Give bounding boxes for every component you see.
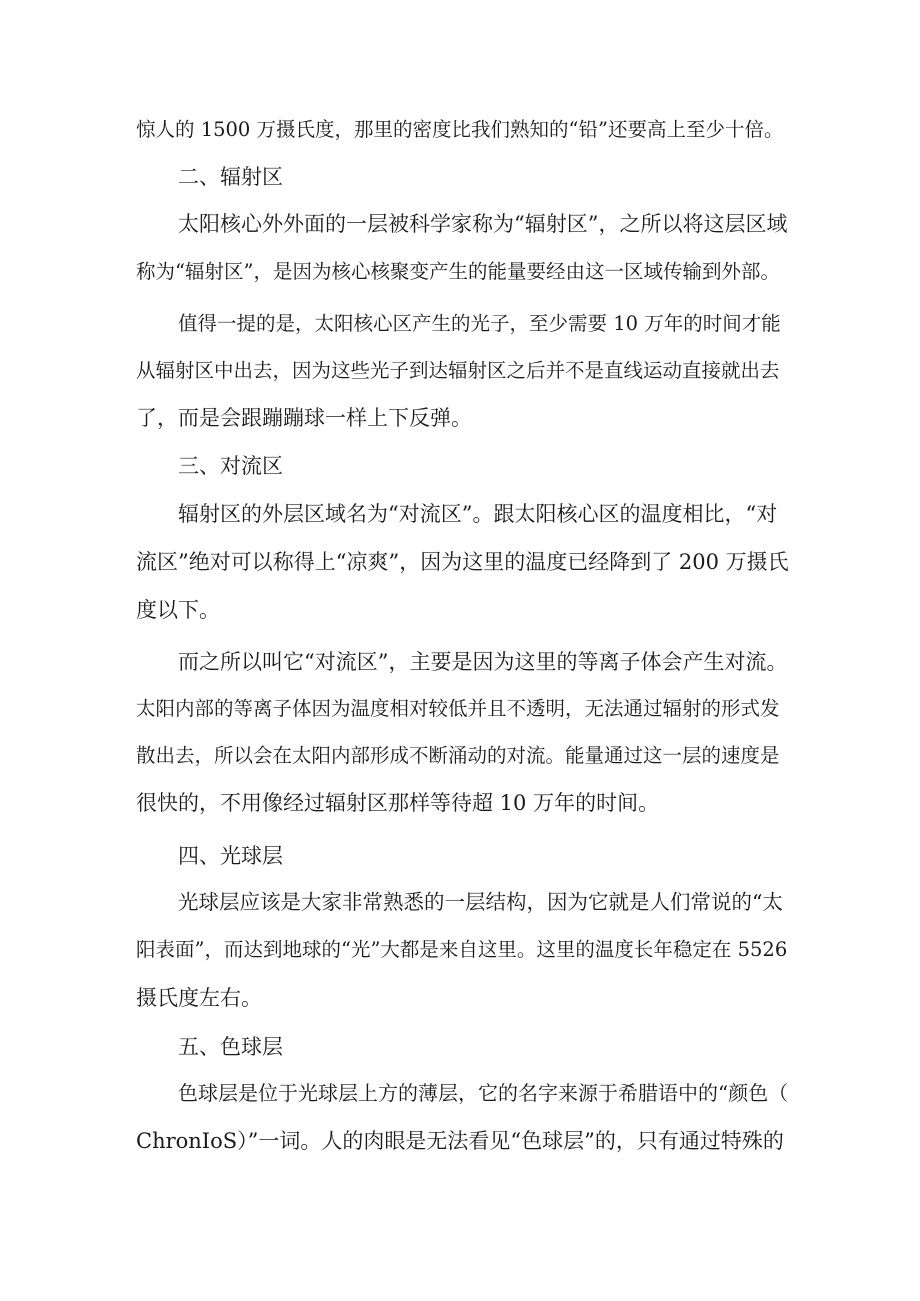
text-line: ChronIoS）”一词。人的肉眼是无法看见“色球层”的，只有通过特殊的 (136, 1129, 784, 1153)
text-line: 称为“辐射区”，是因为核心核聚变产生的能量要经由这一区域传输到外部。 (136, 260, 780, 283)
section-heading: 三、对流区 (178, 454, 283, 478)
text-line: 摄氏度左右。 (136, 986, 262, 1010)
section-heading: 五、色球层 (178, 1035, 283, 1059)
text-line: 辐射区的外层区域名为“对流区”。跟太阳核心区的温度相比，“对 (178, 502, 778, 526)
text-line: 度以下。 (136, 598, 220, 622)
text-line: 值得一提的是，太阳核心区产生的光子，至少需要 10 万年的时间才能 (178, 312, 781, 335)
text-line: 色球层是位于光球层上方的薄层，它的名字来源于希腊语中的“颜色（ (178, 1081, 789, 1105)
text-line: 散出去，所以会在太阳内部形成不断涌动的对流。能量通过这一层的速度是 (136, 744, 780, 767)
text-line: 而之所以叫它“对流区”，主要是因为这里的等离子体会产生对流。 (178, 650, 788, 674)
text-line: 太阳内部的等离子体因为温度相对较低并且不透明，无法通过辐射的形式发 (136, 697, 780, 720)
text-line: 阳表面”，而达到地球的“光”大都是来自这里。这里的温度长年稳定在 5526 (136, 938, 788, 961)
text-line: 流区”绝对可以称得上“凉爽”，因为这里的温度已经降到了 200 万摄氏 (136, 550, 789, 574)
text-line: 惊人的 1500 万摄氏度，那里的密度比我们熟知的“铅”还要高上至少十倍。 (136, 118, 784, 141)
text-line: 光球层应该是大家非常熟悉的一层结构，因为它就是人们常说的“太 (178, 890, 783, 914)
section-heading: 四、光球层 (178, 844, 283, 868)
text-line: 太阳核心外外面的一层被科学家称为“辐射区”，之所以将这层区域 (178, 212, 788, 236)
text-line: 很快的，不用像经过辐射区那样等待超 10 万年的时间。 (136, 791, 660, 815)
text-line: 从辐射区中出去，因为这些光子到达辐射区之后并不是直线运动直接就出去 (136, 359, 780, 382)
text-line: 了，而是会跟蹦蹦球一样上下反弹。 (136, 406, 472, 430)
section-heading: 二、辐射区 (178, 165, 283, 189)
